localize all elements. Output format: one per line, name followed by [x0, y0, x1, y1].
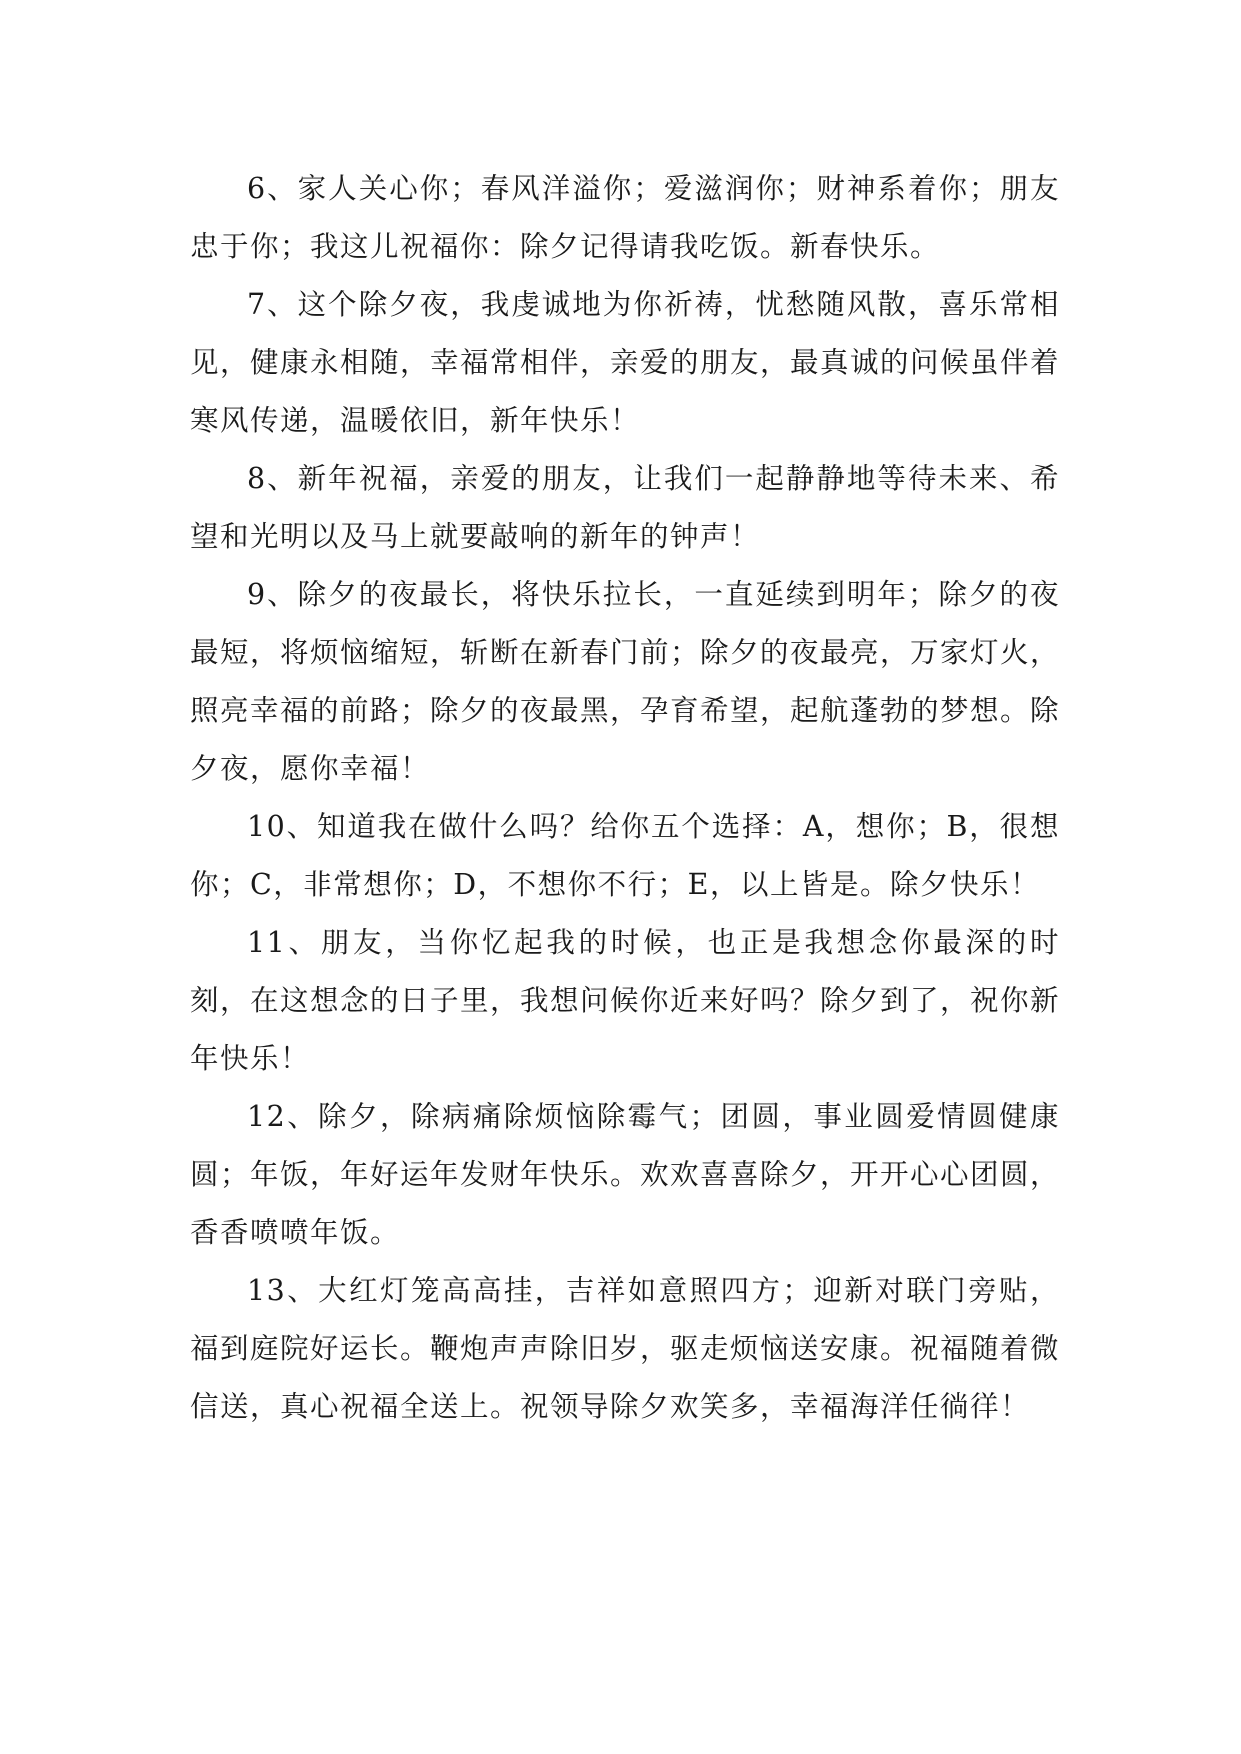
paragraph-7: 7、这个除夕夜，我虔诚地为你祈祷，忧愁随风散，喜乐常相见，健康永相随，幸福常相伴，亲爱的朋友，最真诚的问候虽伴着寒风传递，温暖依旧，新年快乐！: [190, 288, 1061, 437]
paragraph-6: 6、家人关心你；春风洋溢你；爱滋润你；财神系着你；朋友忠于你；我这儿祝福你：除夕记得请我吃饭。新春快乐。: [190, 172, 1060, 263]
paragraph-10: 10、知道我在做什么吗？给你五个选择：A，想你；B，很想你；C，非常想你；D，不想你不行；E，以上皆是。除夕快乐！: [190, 810, 1060, 901]
paragraph-9: 9、除夕的夜最长，将快乐拉长，一直延续到明年；除夕的夜最短，将烦恼缩短，斩断在新春门前；除夕的夜最亮，万家灯火，照亮幸福的前路；除夕的夜最黑，孕育希望，起航蓬勃的梦想。除夕夜，愿你幸福！: [190, 578, 1061, 785]
paragraph-11: 11、朋友，当你忆起我的时候，也正是我想念你最深的时刻，在这想念的日子里，我想问候你近来好吗？除夕到了，祝你新年快乐！: [190, 926, 1061, 1075]
paragraph-12: 12、除夕，除病痛除烦恼除霉气；团圆，事业圆爱情圆健康圆；年饭，年好运年发财年快乐。欢欢喜喜除夕，开开心心团圆，香香喷喷年饭。: [190, 1100, 1061, 1249]
document-body: [190, 160, 1060, 1436]
paragraph-8: 8、新年祝福，亲爱的朋友，让我们一起静静地等待未来、希望和光明以及马上就要敲响的新年的钟声！: [190, 462, 1060, 553]
paragraph-13: 13、大红灯笼高高挂，吉祥如意照四方；迎新对联门旁贴，福到庭院好运长。鞭炮声声除旧岁，驱走烦恼送安康。祝福随着微信送，真心祝福全送上。祝领导除夕欢笑多，幸福海洋任徜徉！: [190, 1274, 1061, 1423]
